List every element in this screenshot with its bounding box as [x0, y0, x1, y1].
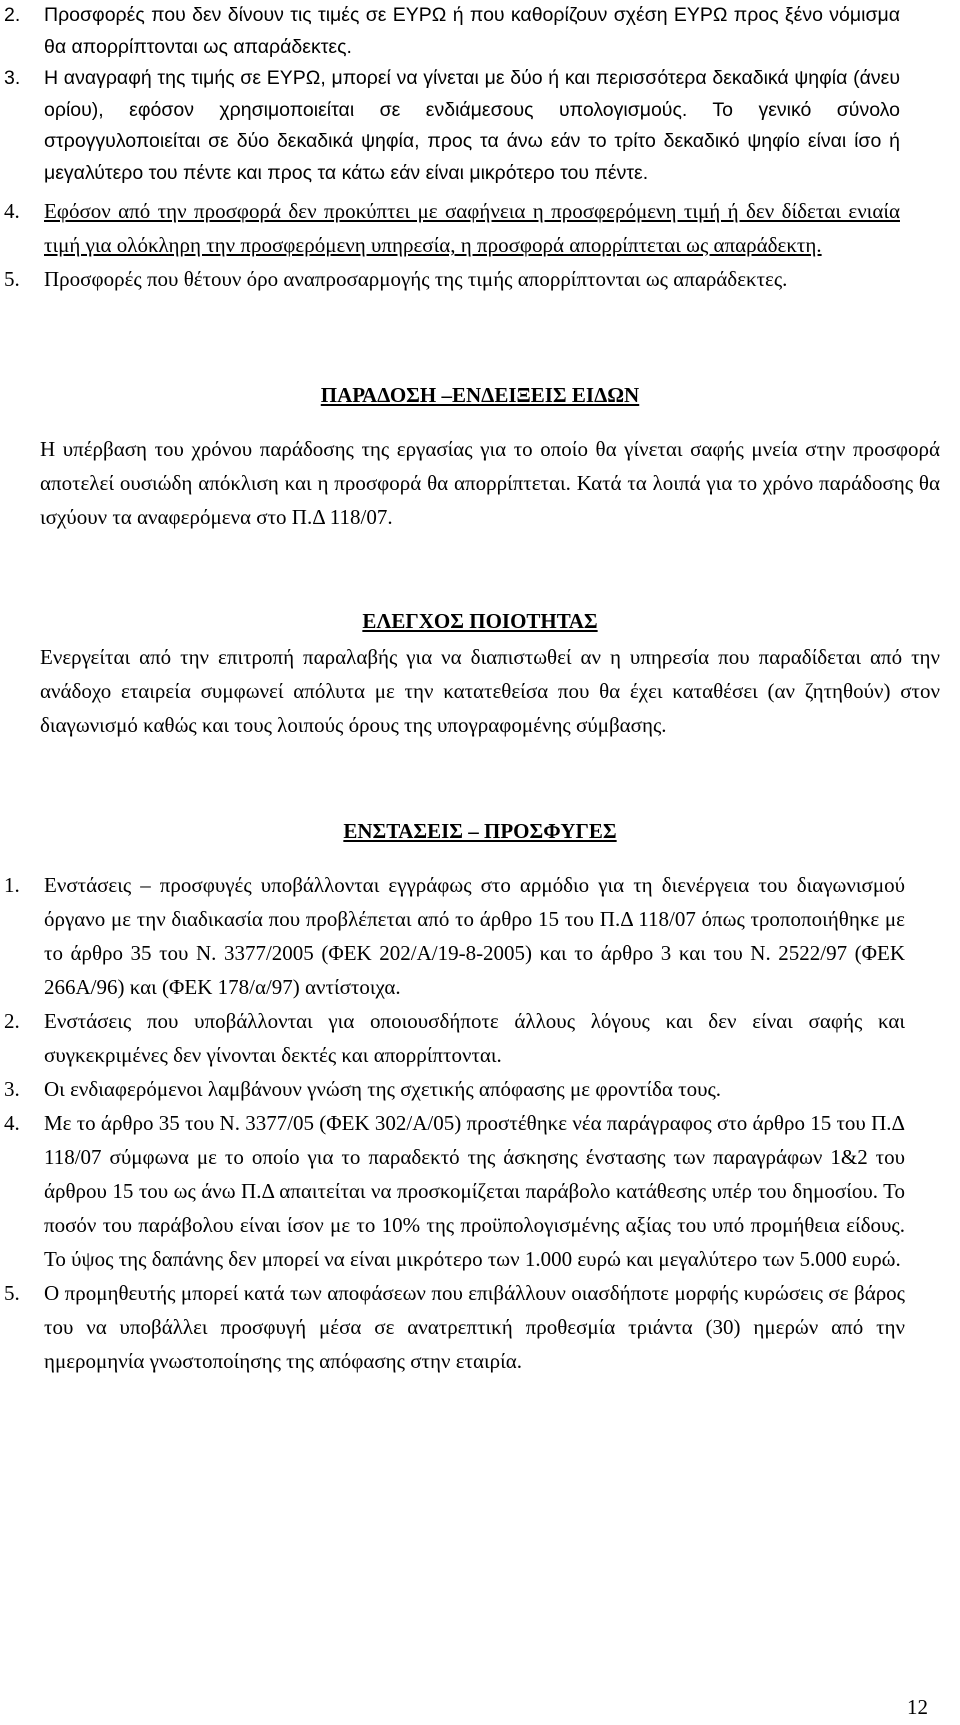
section-heading-objections: ΕΝΣΤΑΣΕΙΣ – ΠΡΟΣΦΥΓΕΣ — [343, 819, 617, 843]
list-item-text: Προσφορές που δεν δίνουν τις τιμές σε ΕΥΡΩ ή που καθορίζουν σχέση ΕΥΡΩ προς ξένο νόμισμα θα απορρίπτονται ως απαράδεκτες. — [44, 4, 900, 58]
list-item-number: 2. — [4, 4, 21, 26]
list-item-number: 4. — [4, 199, 20, 223]
section-heading-quality: ΕΛΕΓΧΟΣ ΠΟΙΟΤΗΤΑΣ — [362, 609, 598, 633]
list-item-text: Με το άρθρο 35 του Ν. 3377/05 (ΦΕΚ 302/Α/05) προστέθηκε νέα παράγραφος στο άρθρο 15 του Π.Δ 118/07 σύμφωνα με το οποίο για το παραδεκτό της άσκησης ένστασης των παραγράφων 1&2 του άρθρου 15 του ως άνω Π.Δ απαιτείται να προσκομίζεται παράβολο κατάθεσης υπέρ του δημοσίου. Το ποσόν του παράβολου είναι ίσον με το 10% της προϋπολογισμένης αξίας του υπό προμήθεια είδους. Το ύψος της δαπάνης δεν μπορεί να είναι μικρότερο των 1.000 ευρώ και μεγαλύτερο των 5.000 ευρώ. — [44, 1111, 905, 1271]
list-item-number: 5. — [4, 1281, 20, 1305]
list-item — [0, 1004, 905, 1072]
objections-list — [0, 868, 905, 1378]
list-item-text: Ο προμηθευτής μπορεί κατά των αποφάσεων που επιβάλλουν οιασδήποτε μορφής κυρώσεις σε βάρος του να υποβάλλει προσφυγή μέσα σε ανατρεπτική προθεσμία τριάντα (30) ημερών από την ημερομηνία γνωστοποίησης της απόφασης στην εταιρία. — [44, 1281, 905, 1373]
delivery-paragraph: Η υπέρβαση του χρόνου παράδοσης της εργασίας για το οποίο θα γίνεται σαφής μνεία στην προσφορά αποτελεί ουσιώδη απόκλιση και η προσφορά θα απορρίπτεται. Κατά τα λοιπά για το χρόνο παράδοσης θα ισχύουν τα αναφερόμενα στο Π.Δ 118/07. — [40, 437, 940, 529]
list-item-number: 2. — [4, 1009, 20, 1033]
list-item — [0, 1106, 905, 1276]
list-item-text: Οι ενδιαφερόμενοι λαμβάνουν γνώση της σχετικής απόφασης με φροντίδα τους. — [44, 1077, 722, 1101]
list-item — [0, 194, 900, 262]
list-item — [0, 868, 905, 1004]
list-item — [0, 1276, 905, 1378]
list-item — [0, 63, 900, 189]
list-item-number: 3. — [4, 67, 21, 89]
list-item-text: Η αναγραφή της τιμής σε ΕΥΡΩ, μπορεί να γίνεται με δύο ή και περισσότερα δεκαδικά ψηφία (άνευ ορίου), εφόσον χρησιμοποιείται σε ενδιάμεσους υπολογισμούς. Το γενικό σύνολο στρογγυλοποιείται σε δύο δεκαδικά ψηφία, προς τα άνω εάν το τρίτο δεκαδικό ψηφίο είναι ίσο ή μεγαλύτερο του πέντε και προς τα κάτω εάν είναι μικρότερο του πέντε. — [44, 67, 900, 184]
list-item — [0, 262, 900, 296]
list-item — [0, 0, 900, 63]
list-item-number: 4. — [4, 1111, 20, 1135]
price-rules-list-continued — [0, 194, 900, 296]
quality-paragraph: Ενεργείται από την επιτροπή παραλαβής για να διαπιστωθεί αν η υπηρεσία που παραδίδεται από την ανάδοχο εταιρεία συμφωνεί απόλυτα με την κατατεθείσα που θα έχει καταθέσει (αν ζητηθούν) στον διαγωνισμό καθώς και τους λοιπούς όρους της υπογραφομένης σύμβασης. — [40, 645, 940, 737]
list-item-number: 5. — [4, 267, 20, 291]
list-item-text: Ενστάσεις που υποβάλλονται για οποιουσδήποτε άλλους λόγους και δεν είναι σαφής και συγκεκριμένες δεν γίνονται δεκτές και απορρίπτονται. — [44, 1009, 905, 1067]
section-heading-delivery: ΠΑΡΑΔΟΣΗ –ΕΝΔΕΙΞΕΙΣ ΕΙΔΩΝ — [320, 383, 640, 407]
price-rules-list — [0, 0, 900, 189]
list-item-text: Εφόσον από την προσφορά δεν προκύπτει με σαφήνεια η προσφερόμενη τιμή ή δεν δίδεται ενιαία τιμή για ολόκληρη την προσφερόμενη υπηρεσία, η προσφορά απορρίπτεται ως απαράδεκτη. — [44, 199, 900, 257]
page-number: 12 — [907, 1695, 928, 1719]
list-item-number: 3. — [4, 1077, 20, 1101]
list-item-number: 1. — [4, 873, 20, 897]
list-item — [0, 1072, 905, 1106]
list-item-text: Προσφορές που θέτουν όρο αναπροσαρμογής της τιμής απορρίπτονται ως απαράδεκτες. — [44, 267, 788, 291]
list-item-text: Ενστάσεις – προσφυγές υποβάλλονται εγγράφως στο αρμόδιο για τη διενέργεια του διαγωνισμού όργανο με την διαδικασία που προβλέπεται από το άρθρο 15 του Π.Δ 118/07 όπως τροποποιήθηκε με το άρθρο 35 του Ν. 3377/2005 (ΦΕΚ 202/Α/19-8-2005) και το άρθρο 3 και του Ν. 2522/97 (ΦΕΚ 266Α/96) και (ΦΕΚ 178/α/97) αντίστοιχα. — [44, 873, 905, 999]
